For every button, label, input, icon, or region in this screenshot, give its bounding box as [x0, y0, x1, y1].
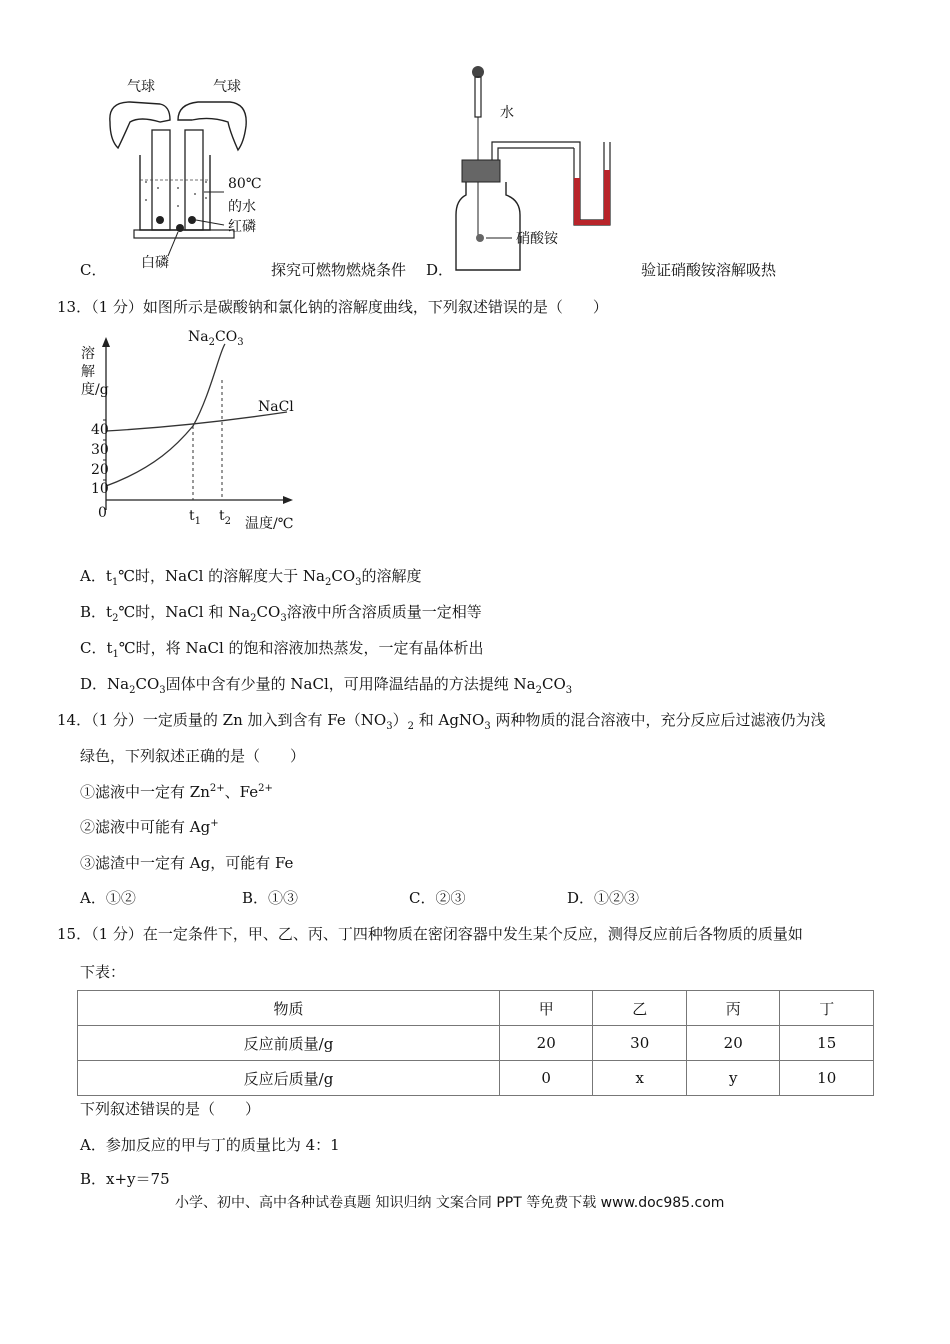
q12-option-d-caption: 验证硝酸铵溶解吸热 [641, 261, 777, 279]
q15-mass-table [77, 990, 874, 1096]
q12-option-c-caption: 探究可燃物燃烧条件 [271, 261, 407, 279]
figure-combustion-apparatus [100, 70, 280, 270]
label-80c: 80℃ [228, 176, 262, 192]
q14-option-a: A．①② [80, 889, 136, 907]
label-red-phosphorus: 红磷 [228, 219, 256, 235]
chart-xtick-t2: $t_2$ [219, 508, 232, 527]
q14-statement-2: ②滤液中可能有 Ag+ [80, 818, 219, 836]
q14-option-d: D．①②③ [567, 889, 640, 907]
table-row [78, 1026, 874, 1061]
q14-stem-line2: 绿色，下列叙述正确的是（ ） [80, 747, 306, 765]
q15-question: 下列叙述错误的是（ ） [80, 1100, 261, 1118]
q13-option-d: D．$Na_2CO_3$固体中含有少量的 NaCl，可用降温结晶的方法提纯 $Na_2CO_3$ [80, 675, 573, 696]
q14-option-b: B．①③ [242, 889, 299, 907]
page-footer: 小学、初中、高中各种试卷真题 知识归纳 文案合同 PPT 等免费下载 www.doc985.com [175, 1195, 725, 1211]
chart-xlabel: 温度/℃ [245, 516, 294, 532]
table-cell: 反应后质量/g [78, 1061, 500, 1096]
y-axis-arrow [102, 337, 110, 347]
table-header-cell: 丁 [780, 991, 874, 1026]
solubility-chart [75, 325, 305, 535]
label-nh4no3: 硝酸铵 [516, 231, 558, 247]
chart-ytick-40: 40 [91, 422, 109, 438]
chart-label-na2co3: $Na_2CO_3$ [188, 329, 244, 348]
table-header-cell: 甲 [499, 991, 593, 1026]
q12-option-d-label: D． [426, 261, 454, 279]
table-row [78, 1061, 874, 1096]
q14-option-c: C．②③ [409, 889, 466, 907]
label-balloon-right: 气球 [213, 79, 241, 95]
table-cell: 20 [499, 1026, 593, 1061]
chart-ytick-30: 30 [91, 442, 109, 458]
q14-statement-1: ①滤液中一定有 $Zn^{2+}$、$Fe^{2+}$ [80, 783, 273, 801]
q14-statement-3: ③滤渣中一定有 Ag，可能有 Fe [80, 854, 294, 872]
q15-stem-line1: 15．（1 分）在一定条件下，甲、乙、丙、丁四种物质在密闭容器中发生某个反应，测得反应前后各物质的质量如 [57, 925, 803, 943]
chart-ylabel: 溶解度/g [81, 346, 109, 398]
table-cell: 20 [686, 1026, 780, 1061]
table-cell: 0 [499, 1061, 593, 1096]
q15-stem-line2: 下表： [80, 963, 126, 981]
table-cell: x [593, 1061, 687, 1096]
table-header-cell: 物质 [78, 991, 500, 1026]
chart-xtick-t1: $t_1$ [189, 508, 202, 527]
table-cell: y [686, 1061, 780, 1096]
label-white-phosphorus: 白磷 [141, 255, 169, 271]
label-balloon-left: 气球 [127, 79, 155, 95]
na2co3-curve [106, 344, 225, 486]
x-axis-arrow [283, 496, 293, 504]
chart-ytick-10: 10 [91, 481, 109, 497]
q13-option-b: B．$t_2℃$时，NaCl 和 $Na_2CO_3$溶液中所含溶质质量一定相等 [80, 603, 482, 624]
q12-option-c-label: C． [80, 261, 107, 279]
table-cell: 15 [780, 1026, 874, 1061]
table-cell: 30 [593, 1026, 687, 1061]
label-water-d: 水 [500, 105, 514, 121]
q13-option-a: A．$t_1℃$时，NaCl 的溶解度大于 $Na_2CO_3$的溶解度 [80, 567, 422, 588]
table-cell: 10 [780, 1061, 874, 1096]
q15-option-a: A．参加反应的甲与丁的质量比为 4：1 [80, 1136, 340, 1154]
q13-option-c: C．$t_1℃$时，将 NaCl 的饱和溶液加热蒸发，一定有晶体析出 [80, 639, 484, 660]
chart-origin: 0 [98, 505, 107, 521]
q13-stem: 13．（1 分）如图所示是碳酸钠和氯化钠的溶解度曲线，下列叙述错误的是（ ） [57, 298, 608, 316]
table-header-cell: 丙 [686, 991, 780, 1026]
label-water: 的水 [228, 199, 256, 215]
q14-stem-line1: 14．（1 分）一定质量的 Zn 加入到含有 $Fe(NO_3)_2$ 和 AgNO$_3$ 两种物质的混合溶液中，充分反应后过滤液仍为浅 [57, 711, 826, 732]
chart-label-nacl: NaCl [258, 399, 294, 415]
chart-ytick-20: 20 [91, 462, 109, 478]
table-header-row [78, 991, 874, 1026]
table-header-cell: 乙 [593, 991, 687, 1026]
table-cell: 反应前质量/g [78, 1026, 500, 1061]
q15-option-b: B．x+y＝75 [80, 1170, 170, 1188]
